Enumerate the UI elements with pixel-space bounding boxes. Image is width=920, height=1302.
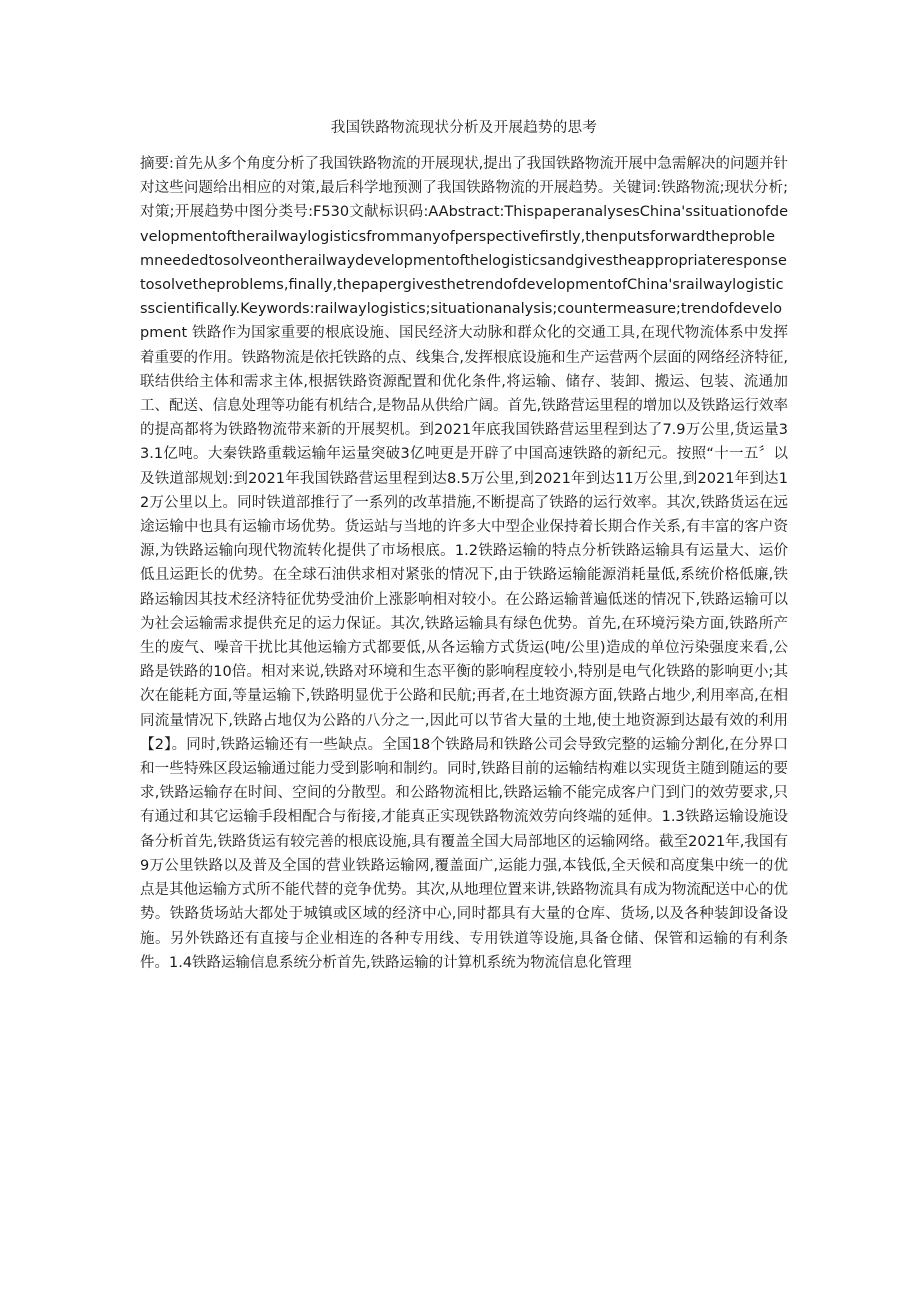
document-body: 摘要:首先从多个角度分析了我国铁路物流的开展现状,提出了我国铁路物流开展中急需解决的问题并针对这些问题给出相应的对策,最后科学地预测了我国铁路物流的开展趋势。关键词:铁路物流;现状分析;对策;开展趋势中图分类号:F530文献标识码:AAbstract:ThispaperanalysesChina'ssituationofdevelopmentoftherailwaylogisticsfrommanyofperspectivefirstly,thenputsforwardtheproblemneededtosolveontherailwaydevelopmentofthelogisticsandgivestheappropriateresponsetosolvetheproblems,finally,thepapergivesthetrendofdevelopmentofChina'srailwaylogisticsscientifically.Keywords:railwaylogistics;situationanalysis;countermeasure;trendofdevelopment 铁路作为国家重要的根底设施、国民经济大动脉和群众化的交通工具,在现代物流体系中发挥着重要的作用。铁路物流是依托铁路的点、线集合,发挥根底设施和生产运营两个层面的网络经济特征,联结供给主体和需求主体,根据铁路资源配置和优化条件,将运输、储存、装卸、搬运、包装、流通加工、配送、信息处理等功能有机结合,是物品从供给广阔。首先,铁路营运里程的增加以及铁路运行效率的提高都将为铁路物流带来新的开展契机。到2021年底我国铁路营运里程到达了7.9万公里,货运量33.1亿吨。大秦铁路重载运输年运量突破3亿吨更是开辟了中国高速铁路的新纪元。按照“十一五〞以及铁道部规划:到2021年我国铁路营运里程到达8.5万公里,到2021年到达11万公里,到2021年到达12万公里以上。同时铁道部推行了一系列的改革措施,不断提高了铁路的运行效率。其次,铁路货运在远途运输中也具有运输市场优势。货运站与当地的许多大中型企业保持着长期合作关系,有丰富的客户资源,为铁路运输向现代物流转化提供了市场根底。1.2铁路运输的特点分析铁路运输具有运量大、运价低且运距长的优势。在全球石油供求相对紧张的情况下,由于铁路运输能源消耗量低,系统价格低廉,铁路运输因其技术经济特征优势受油价上涨影响相对较小。在公路运输普遍低迷的情况下,铁路运输可以为社会运输需求提供充足的运力保证。其次,铁路运输具有绿色优势。首先,在环境污染方面,铁路所产生的废气、噪音干扰比其他运输方式都要低,从各运输方式货运(吨/公里)造成的单位污染强度来看,公路是铁路的10倍。相对来说,铁路对环境和生态平衡的影响程度较小,特别是电气化铁路的影响更小;其次在能耗方面,等量运输下,铁路明显优于公路和民航;再者,在土地资源方面,铁路占地少,利用率高,在相同流量情况下,铁路占地仅为公路的八分之一,因此可以节省大量的土地,使土地资源到达最有效的利用【2】。同时,铁路运输还有一些缺点。全国18个铁路局和铁路公司会导致完整的运输分割化,在分界口和一些特殊区段运输通过能力受到影响和制约。同时,铁路目前的运输结构难以实现货主随到随运的要求,铁路运输存在时间、空间的分散型。和公路物流相比,铁路运输不能完成客户门到门的效劳要求,只有通过和其它运输手段相配合与衔接,才能真正实现铁路物流效劳向终端的延伸。1.3铁路运输设施设备分析首先,铁路货运有较完善的根底设施,具有覆盖全国大局部地区的运输网络。截至2021年,我国有9万公里铁路以及普及全国的营业铁路运输网,覆盖面广,运能力强,本钱低,全天候和高度集中统一的优点是其他运输方式所不能代替的竞争优势。其次,从地理位置来讲,铁路物流具有成为物流配送中心的优势。铁路货场站大都处于城镇或区域的经济中心,同时都具有大量的仓库、货场,以及各种装卸设备设施。另外铁路还有直接与企业相连的各种专用线、专用铁道等设施,具备仓储、保管和运输的有利条件。1.4铁路运输信息系统分析首先,铁路运输的计算机系统为物流信息化管理 xyxy=(140,156,788,971)
document-title: 我国铁路物流现状分析及开展趋势的思考 xyxy=(330,120,598,136)
document-page xyxy=(140,0,788,975)
